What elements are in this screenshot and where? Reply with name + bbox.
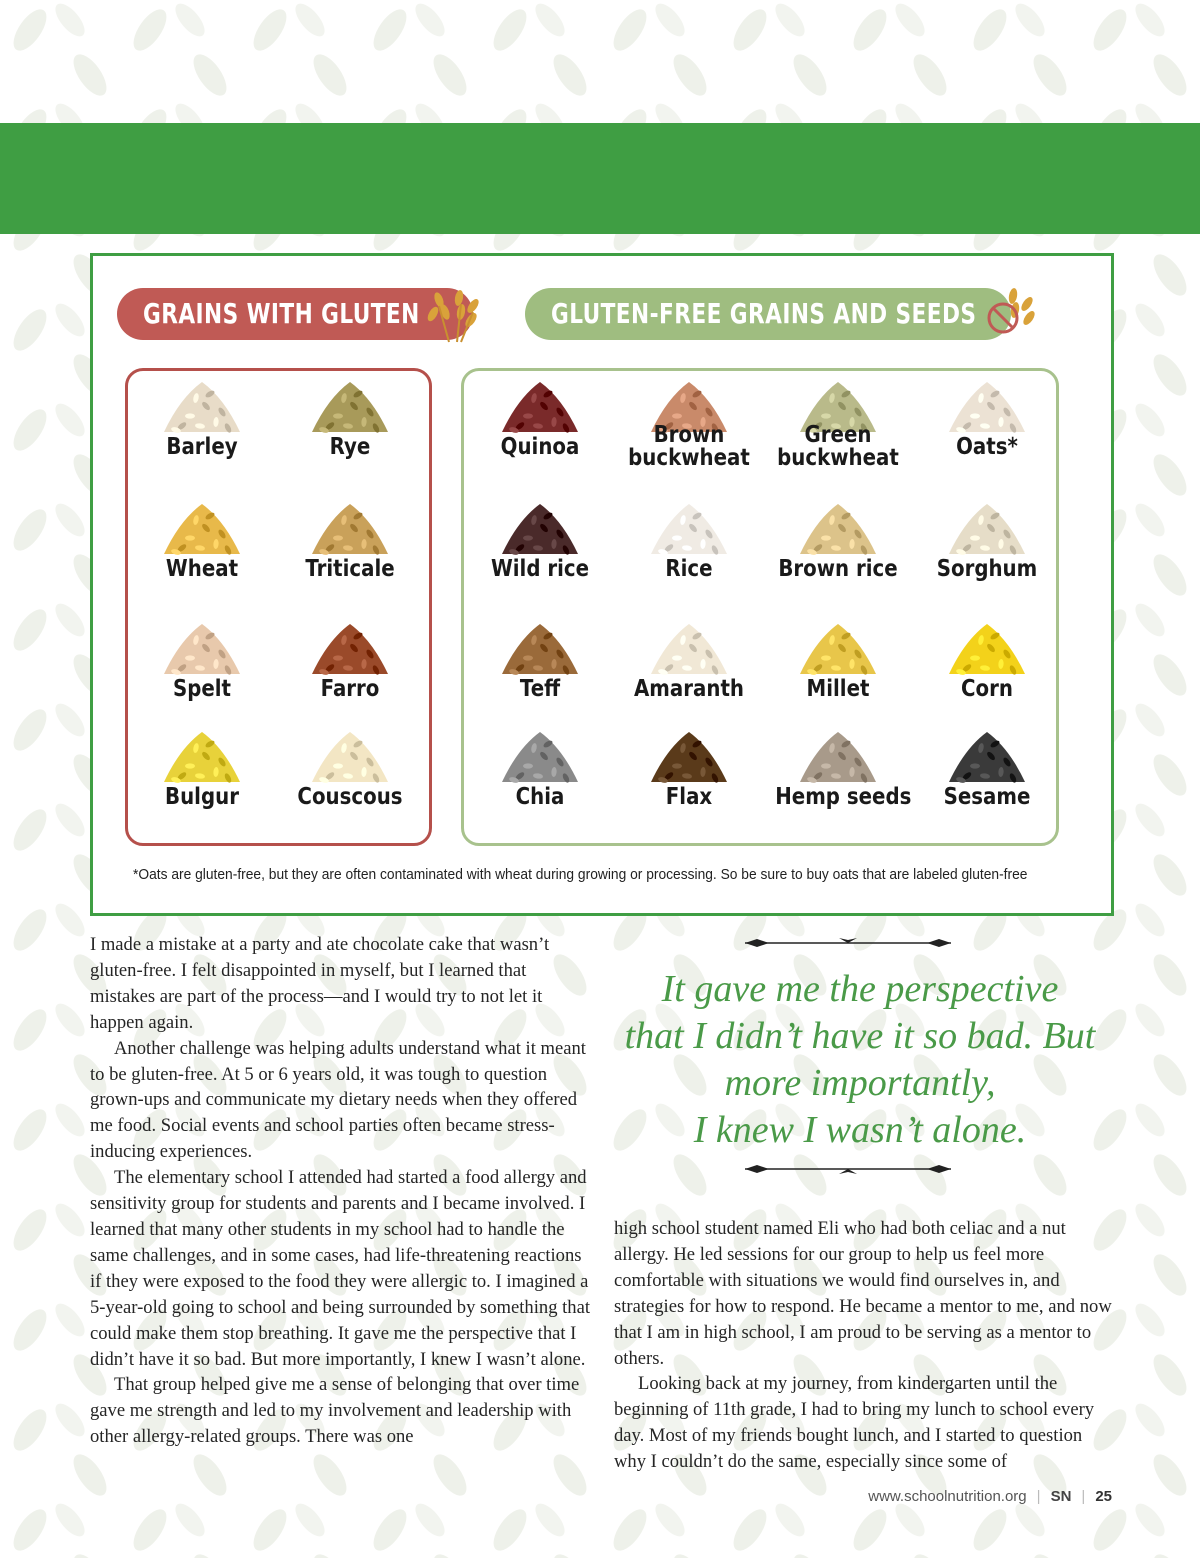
footer-url: www.schoolnutrition.org (868, 1488, 1027, 1505)
grain-item (129, 726, 275, 809)
grain-item (277, 726, 423, 809)
grain-item (616, 376, 762, 470)
grain-pile-image (945, 498, 1029, 558)
grain-label: Green buckwheat (777, 422, 899, 471)
grain-label: Couscous (297, 784, 403, 810)
grain-pile-image (796, 618, 880, 678)
grain-label: Oats* (956, 434, 1018, 460)
grain-pile-image (160, 498, 244, 558)
footer-separator: | (1036, 1488, 1041, 1505)
grain-label: Rice (665, 556, 713, 582)
grain-item (129, 498, 275, 581)
paragraph: I made a mistake at a party and ate chocolate cake that wasn’t gluten-free. I felt disappointed in myself, but I learned that mistakes are part of the process—and I would try to not let it happen again. (90, 934, 550, 1033)
pull-quote-line: I knew I wasn’t alone. (693, 1109, 1027, 1151)
gluten-free-header-pill (525, 288, 1011, 340)
green-header-band (0, 123, 1200, 234)
grain-label: Spelt (172, 676, 232, 702)
grain-item (616, 726, 762, 809)
grain-pile-image (160, 376, 244, 436)
grain-item (765, 498, 911, 581)
grain-pile-image (160, 618, 244, 678)
grain-label: Chia (515, 784, 565, 810)
grain-pile-image (647, 726, 731, 786)
grain-pile-image (945, 618, 1029, 678)
gluten-header-title: GRAINS WITH GLUTEN (143, 297, 420, 330)
no-gluten-icon (973, 284, 1045, 344)
grain-pile-image (945, 726, 1029, 786)
grain-label: Sesame (943, 784, 1031, 810)
grain-item (914, 726, 1060, 809)
grain-item (765, 726, 911, 809)
grain-label: Triticale (305, 556, 395, 582)
grain-item (467, 376, 613, 459)
paragraph: The elementary school I attended had started a food allergy and sensitivity group for students and parents and I became involved. I learned that many other students in my school had to handle the same challenges, and in some cases, had life-threatening reactions if they were exposed to the food they were allergic to. I imagined a 5-year-old going to school and being surrounded by something that could make them stop breathing. It gave me the perspective that I didn’t have it so bad. But more importantly, I knew I wasn’t alone. (90, 1167, 591, 1370)
page-footer (868, 1488, 1112, 1505)
grain-pile-image (945, 376, 1029, 436)
pull-quote-line: more importantly, (724, 1062, 996, 1104)
grain-item (277, 618, 423, 701)
grains-infographic (90, 253, 1114, 916)
grain-pile-image (160, 726, 244, 786)
grain-label: Millet (806, 676, 870, 702)
grain-item (765, 376, 911, 470)
grain-pile-image (647, 618, 731, 678)
grain-label: Teff (519, 676, 561, 702)
grain-label: Rye (329, 434, 371, 460)
grain-label: Farro (320, 676, 380, 702)
ornament-divider-bottom (745, 1162, 951, 1176)
paragraph: Looking back at my journey, from kindergarten until the beginning of 11th grade, I had to bring my lunch to school every day. Most of my friends bought lunch, and I started to question why I couldn’t do the same, especially since some of (614, 1373, 1095, 1473)
grain-pile-image (796, 498, 880, 558)
grain-label: Wheat (165, 556, 239, 582)
grain-item (765, 618, 911, 701)
grain-pile-image (498, 376, 582, 436)
grain-label: Bulgur (165, 784, 239, 810)
grain-pile-image (498, 726, 582, 786)
page-number: 25 (1095, 1488, 1112, 1505)
pull-quote-line: that I didn’t have it so bad. But (624, 1015, 1096, 1057)
footer-brand: SN (1050, 1488, 1072, 1505)
grain-item (914, 618, 1060, 701)
grain-pile-image (647, 498, 731, 558)
grain-pile-image (308, 498, 392, 558)
grain-label: Wild rice (490, 556, 590, 582)
grain-item (467, 618, 613, 701)
article-left-column (90, 932, 590, 1450)
grain-item (914, 498, 1060, 581)
grain-label: Sorghum (936, 556, 1038, 582)
grain-pile-image (308, 376, 392, 436)
footer-separator: | (1081, 1488, 1086, 1505)
grain-label: Flax (665, 784, 713, 810)
grain-pile-image (796, 726, 880, 786)
grain-pile-image (498, 498, 582, 558)
article-right-column (614, 1216, 1114, 1475)
grain-pile-image (308, 726, 392, 786)
pull-quote-line: It gave me the perspective (661, 968, 1059, 1010)
paragraph: high school student named Eli who had both celiac and a nut allergy. He led sessions for our group to help us feel more comfortable with situations we would find ourselves in, and strategies for how to respond. He became a mentor to me, and now that I am in high school, I am proud to be serving as a mentor to others. (614, 1218, 1112, 1369)
oats-footnote: *Oats are gluten-free, but they are often contaminated with wheat during growing or processing. So be sure to buy oats that are labeled gluten-free (133, 866, 1028, 883)
grain-pile-image (308, 618, 392, 678)
grain-item (914, 376, 1060, 459)
grain-item (467, 726, 613, 809)
grain-pile-image (498, 618, 582, 678)
grain-item (467, 498, 613, 581)
grain-label: Amaranth (634, 676, 744, 702)
grain-item (129, 376, 275, 459)
gluten-free-header-title: GLUTEN-FREE GRAINS AND SEEDS (551, 297, 977, 330)
grain-item (616, 618, 762, 701)
pull-quote (610, 966, 1110, 1154)
wheat-icon (419, 286, 489, 344)
grain-label: Brown rice (778, 556, 898, 582)
grain-item (277, 376, 423, 459)
grain-item (616, 498, 762, 581)
grain-label: Brown buckwheat (628, 422, 750, 471)
grain-label: Barley (166, 434, 238, 460)
grain-label: Hemp seeds (775, 784, 912, 810)
ornament-divider-top (745, 936, 951, 950)
grain-label: Quinoa (500, 434, 580, 460)
paragraph: That group helped give me a sense of belonging that over time gave me strength and led to my involvement and leadership with other allergy-related groups. There was one (90, 1374, 580, 1448)
paragraph: Another challenge was helping adults understand what it meant to be gluten-free. At 5 or 6 years old, it was tough to question grown-ups and communicate my dietary needs when they offered me food. Social events and school parties often became stress-inducing experiences. (90, 1037, 586, 1163)
grain-item (129, 618, 275, 701)
grain-label: Corn (961, 676, 1013, 702)
grain-item (277, 498, 423, 581)
